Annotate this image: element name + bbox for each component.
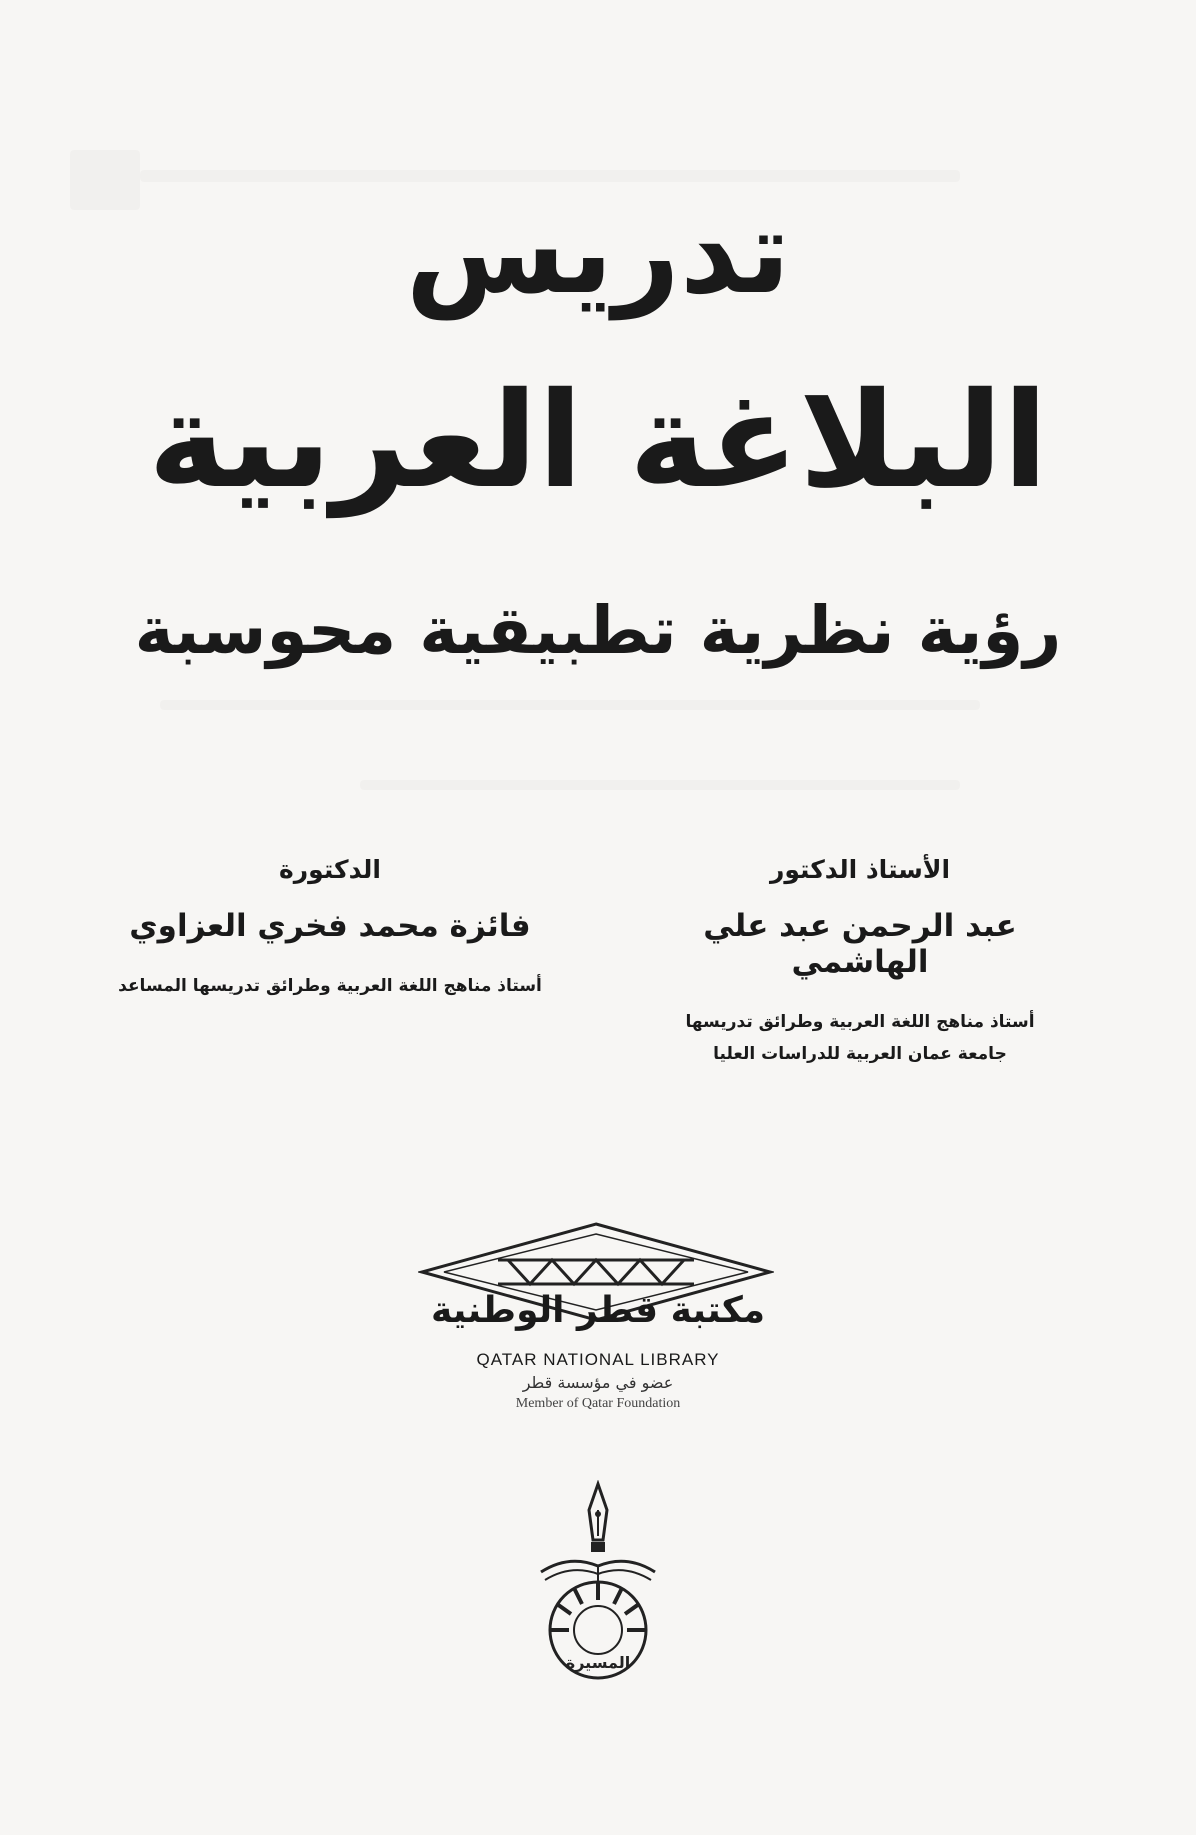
author-first-affiliation: جامعة عمان العربية للدراسات العليا (713, 1044, 1007, 1065)
publisher-logo-text: المسيرة (565, 1653, 631, 1672)
show-through-line (140, 170, 960, 182)
author-second-position: أستاذ مناهج اللغة العربية وطرائق تدريسها المساعد (118, 976, 542, 996)
book-title-line2: البلاغة العربية (147, 364, 1049, 518)
publisher-pen-book-logo-icon (533, 1480, 663, 1680)
author-first-position: أستاذ مناهج اللغة العربية وطرائق تدريسها (685, 1012, 1035, 1032)
author-second-role: الدكتورة (279, 855, 381, 884)
author-first-role: الأستاذ الدكتور (769, 855, 951, 884)
library-member-english: Member of Qatar Foundation (515, 1396, 681, 1411)
book-subtitle: رؤية نظرية تطبيقية محوسبة (134, 592, 1062, 669)
library-name-english: QATAR NATIONAL LIBRARY (476, 1350, 720, 1369)
author-second-name: فائزة محمد فخري العزاوي (129, 908, 531, 944)
book-title-line1: تدريس (405, 185, 791, 320)
show-through-line (360, 780, 960, 790)
author-second (110, 855, 550, 1002)
show-through-line (160, 700, 980, 710)
author-first (640, 855, 1080, 1071)
library-member-arabic: عضو في مؤسسة قطر (522, 1373, 674, 1392)
library-name-arabic: مكتبة قطر الوطنية (430, 1290, 766, 1331)
author-first-name: عبد الرحمن عبد علي الهاشمي (703, 908, 1017, 980)
